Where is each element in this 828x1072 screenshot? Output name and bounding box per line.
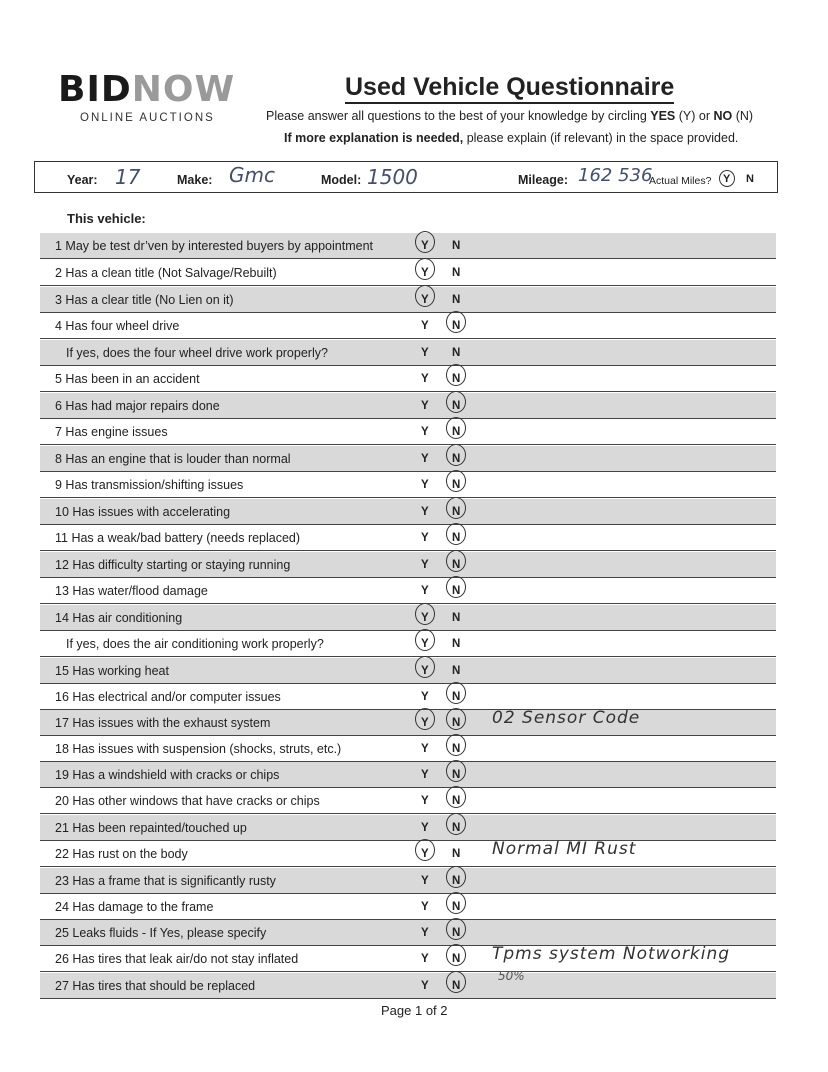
actual-miles-n[interactable]: N xyxy=(746,173,754,185)
no-circle-mark xyxy=(446,470,466,492)
yes-option[interactable]: Y xyxy=(421,848,429,860)
yes-option[interactable]: Y xyxy=(421,691,429,703)
no-option[interactable]: N xyxy=(452,795,461,807)
actual-miles-circle xyxy=(719,170,735,187)
instructions-line-2 xyxy=(284,131,738,145)
logo-now-text: NOW xyxy=(131,69,236,110)
yes-option[interactable]: Y xyxy=(421,373,429,385)
no-circle-mark xyxy=(446,971,466,993)
yes-option[interactable]: Y xyxy=(421,769,429,781)
yes-circle-mark xyxy=(415,231,435,253)
question-text: 24 Has damage to the frame xyxy=(55,900,214,914)
question-text: 16 Has electrical and/or computer issues xyxy=(55,690,281,704)
yes-option[interactable]: Y xyxy=(421,953,429,965)
no-circle-mark xyxy=(446,523,466,545)
question-row xyxy=(40,313,776,339)
no-option[interactable]: N xyxy=(452,665,461,677)
actual-miles-y[interactable]: Y xyxy=(723,173,731,185)
yes-option[interactable]: Y xyxy=(421,426,429,438)
year-label: Year: xyxy=(67,173,98,187)
logo-bid-text: BID xyxy=(58,69,132,110)
yes-option[interactable]: Y xyxy=(421,400,429,412)
page-title: Used Vehicle Questionnaire xyxy=(345,72,674,104)
no-option[interactable]: N xyxy=(452,927,461,939)
no-circle-mark xyxy=(446,444,466,466)
mileage-label: Mileage: xyxy=(518,173,569,187)
question-text: 11 Has a weak/bad battery (needs replaced) xyxy=(55,531,301,545)
question-row xyxy=(40,260,776,286)
question-text: 19 Has a windshield with cracks or chips xyxy=(55,768,280,782)
page-number: Page 1 of 2 xyxy=(381,1003,448,1018)
handwritten-note: 02 Sensor Code xyxy=(492,708,641,728)
question-row xyxy=(40,841,776,867)
question-text: 12 Has difficulty starting or staying running xyxy=(55,558,291,572)
question-text: 6 Has had major repairs done xyxy=(55,399,220,413)
no-option[interactable]: N xyxy=(452,506,461,518)
no-circle-mark xyxy=(446,576,466,598)
question-text: 10 Has issues with accelerating xyxy=(55,505,231,519)
no-circle-mark xyxy=(446,364,466,386)
yes-circle-mark xyxy=(415,258,435,280)
no-circle-mark xyxy=(446,417,466,439)
no-option[interactable]: N xyxy=(452,875,461,887)
no-circle-mark xyxy=(446,918,466,940)
no-option[interactable]: N xyxy=(452,373,461,385)
instr-bold: If more explanation is needed, xyxy=(284,131,464,145)
instructions-line-1 xyxy=(266,109,753,123)
yes-circle-mark xyxy=(415,708,435,730)
instr-text: (N) xyxy=(732,109,754,123)
question-text: 4 Has four wheel drive xyxy=(55,319,180,333)
question-row xyxy=(40,946,776,972)
yes-option[interactable]: Y xyxy=(421,638,429,650)
question-text: 13 Has water/flood damage xyxy=(55,584,208,598)
yes-option[interactable]: Y xyxy=(421,612,429,624)
no-option[interactable]: N xyxy=(452,822,461,834)
question-text: 9 Has transmission/shifting issues xyxy=(55,478,244,492)
model-value[interactable]: 1500 xyxy=(367,165,418,189)
no-option[interactable]: N xyxy=(452,901,461,913)
yes-option[interactable]: Y xyxy=(421,267,429,279)
yes-option[interactable]: Y xyxy=(421,980,429,992)
question-text: 25 Leaks fluids - If Yes, please specify xyxy=(55,926,267,940)
question-row xyxy=(40,525,776,551)
yes-option[interactable]: Y xyxy=(421,559,429,571)
question-row xyxy=(40,658,776,684)
no-option[interactable]: N xyxy=(452,717,461,729)
instr-yes: YES xyxy=(650,109,676,123)
handwritten-note: 50% xyxy=(498,969,525,983)
question-row xyxy=(40,287,776,313)
question-text: 5 Has been in an accident xyxy=(55,372,200,386)
no-option[interactable]: N xyxy=(452,347,461,359)
logo-subtitle: ONLINE AUCTIONS xyxy=(80,112,215,124)
yes-option[interactable]: Y xyxy=(421,901,429,913)
yes-option[interactable]: Y xyxy=(421,532,429,544)
no-option[interactable]: N xyxy=(452,585,461,597)
question-row xyxy=(40,393,776,419)
question-row xyxy=(40,233,776,259)
yes-option[interactable]: Y xyxy=(421,347,429,359)
model-label: Model: xyxy=(321,173,362,187)
no-circle-mark xyxy=(446,391,466,413)
question-row xyxy=(40,788,776,814)
yes-option[interactable]: Y xyxy=(421,294,429,306)
no-option[interactable]: N xyxy=(452,267,461,279)
yes-option[interactable]: Y xyxy=(421,927,429,939)
no-option[interactable]: N xyxy=(452,400,461,412)
question-text: 15 Has working heat xyxy=(55,664,169,678)
question-row xyxy=(40,868,776,894)
make-value[interactable]: Gmc xyxy=(229,163,275,187)
handwritten-note: Normal MI Rust xyxy=(492,839,637,859)
no-circle-mark xyxy=(446,550,466,572)
question-row xyxy=(40,631,776,657)
yes-circle-mark xyxy=(415,603,435,625)
yes-option[interactable]: Y xyxy=(421,240,429,252)
question-row xyxy=(40,552,776,578)
no-circle-mark xyxy=(446,708,466,730)
yes-option[interactable]: Y xyxy=(421,795,429,807)
yes-option[interactable]: Y xyxy=(421,665,429,677)
question-row xyxy=(40,684,776,710)
question-text: 18 Has issues with suspension (shocks, struts, etc.) xyxy=(55,742,342,756)
question-text: 22 Has rust on the body xyxy=(55,847,188,861)
question-text: 26 Has tires that leak air/do not stay inflated xyxy=(55,952,299,966)
no-option[interactable]: N xyxy=(452,612,461,624)
instr-no: NO xyxy=(713,109,733,123)
question-text: 14 Has air conditioning xyxy=(55,611,183,625)
yes-circle-mark xyxy=(415,285,435,307)
year-value[interactable]: 17 xyxy=(115,165,141,189)
vehicle-info-box xyxy=(34,161,778,193)
no-option[interactable]: N xyxy=(452,294,461,306)
question-text: 7 Has engine issues xyxy=(55,425,168,439)
no-option[interactable]: N xyxy=(452,532,461,544)
no-circle-mark xyxy=(446,497,466,519)
question-row xyxy=(40,920,776,946)
section-label: This vehicle: xyxy=(67,211,146,226)
yes-option[interactable]: Y xyxy=(421,585,429,597)
question-row xyxy=(40,710,776,736)
question-text: 21 Has been repainted/touched up xyxy=(55,821,247,835)
question-row xyxy=(40,472,776,498)
no-option[interactable]: N xyxy=(452,320,461,332)
instr-text: Please answer all questions to the best of your knowledge by circling xyxy=(266,109,651,123)
yes-circle-mark xyxy=(415,629,435,651)
question-text: 8 Has an engine that is louder than normal xyxy=(55,452,291,466)
question-row xyxy=(40,969,776,999)
handwritten-note: Tpms system Notworking xyxy=(492,944,731,964)
bidnow-logo xyxy=(58,70,248,124)
yes-option[interactable]: Y xyxy=(421,875,429,887)
no-option[interactable]: N xyxy=(452,479,461,491)
question-text: 3 Has a clear title (No Lien on it) xyxy=(55,293,234,307)
question-text: If yes, does the four wheel drive work properly? xyxy=(66,346,328,360)
no-option[interactable]: N xyxy=(452,240,461,252)
no-option[interactable]: N xyxy=(452,769,461,781)
no-circle-mark xyxy=(446,944,466,966)
question-text: 23 Has a frame that is significantly rusty xyxy=(55,874,276,888)
actual-miles-label: Actual Miles? xyxy=(649,175,712,187)
question-text: 1 May be test dr’ven by interested buyers by appointment xyxy=(55,239,373,253)
mileage-value[interactable]: 162 536 xyxy=(578,165,653,186)
question-text: 20 Has other windows that have cracks or chips xyxy=(55,794,320,808)
question-text: 27 Has tires that should be replaced xyxy=(55,979,256,993)
no-circle-mark xyxy=(446,813,466,835)
question-row xyxy=(40,762,776,788)
yes-circle-mark xyxy=(415,839,435,861)
question-row xyxy=(40,605,776,631)
no-circle-mark xyxy=(446,892,466,914)
make-label: Make: xyxy=(177,173,213,187)
no-option[interactable]: N xyxy=(452,453,461,465)
yes-option[interactable]: Y xyxy=(421,822,429,834)
no-circle-mark xyxy=(446,760,466,782)
no-circle-mark xyxy=(446,682,466,704)
question-row xyxy=(40,815,776,841)
instr-text: (Y) or xyxy=(675,109,714,123)
instr-text: please explain (if relevant) in the space provided. xyxy=(463,131,739,145)
no-circle-mark xyxy=(446,734,466,756)
no-circle-mark xyxy=(446,866,466,888)
no-option[interactable]: N xyxy=(452,426,461,438)
question-row xyxy=(40,736,776,762)
no-option[interactable]: N xyxy=(452,691,461,703)
yes-option[interactable]: Y xyxy=(421,479,429,491)
question-row xyxy=(40,499,776,525)
question-text: 2 Has a clean title (Not Salvage/Rebuilt) xyxy=(55,266,277,280)
no-circle-mark xyxy=(446,311,466,333)
yes-option[interactable]: Y xyxy=(421,320,429,332)
question-text: 17 Has issues with the exhaust system xyxy=(55,716,271,730)
question-row xyxy=(40,419,776,445)
question-row xyxy=(40,894,776,920)
no-option[interactable]: N xyxy=(452,980,461,992)
no-option[interactable]: N xyxy=(452,559,461,571)
question-row xyxy=(40,578,776,604)
yes-option[interactable]: Y xyxy=(421,453,429,465)
yes-option[interactable]: Y xyxy=(421,743,429,755)
yes-option[interactable]: Y xyxy=(421,717,429,729)
no-option[interactable]: N xyxy=(452,848,461,860)
no-option[interactable]: N xyxy=(452,638,461,650)
question-row xyxy=(40,446,776,472)
question-text: If yes, does the air conditioning work properly? xyxy=(66,637,324,651)
no-option[interactable]: N xyxy=(452,743,461,755)
yes-circle-mark xyxy=(415,656,435,678)
no-circle-mark xyxy=(446,786,466,808)
question-row xyxy=(40,366,776,392)
yes-option[interactable]: Y xyxy=(421,506,429,518)
question-row xyxy=(40,340,776,366)
no-option[interactable]: N xyxy=(452,953,461,965)
